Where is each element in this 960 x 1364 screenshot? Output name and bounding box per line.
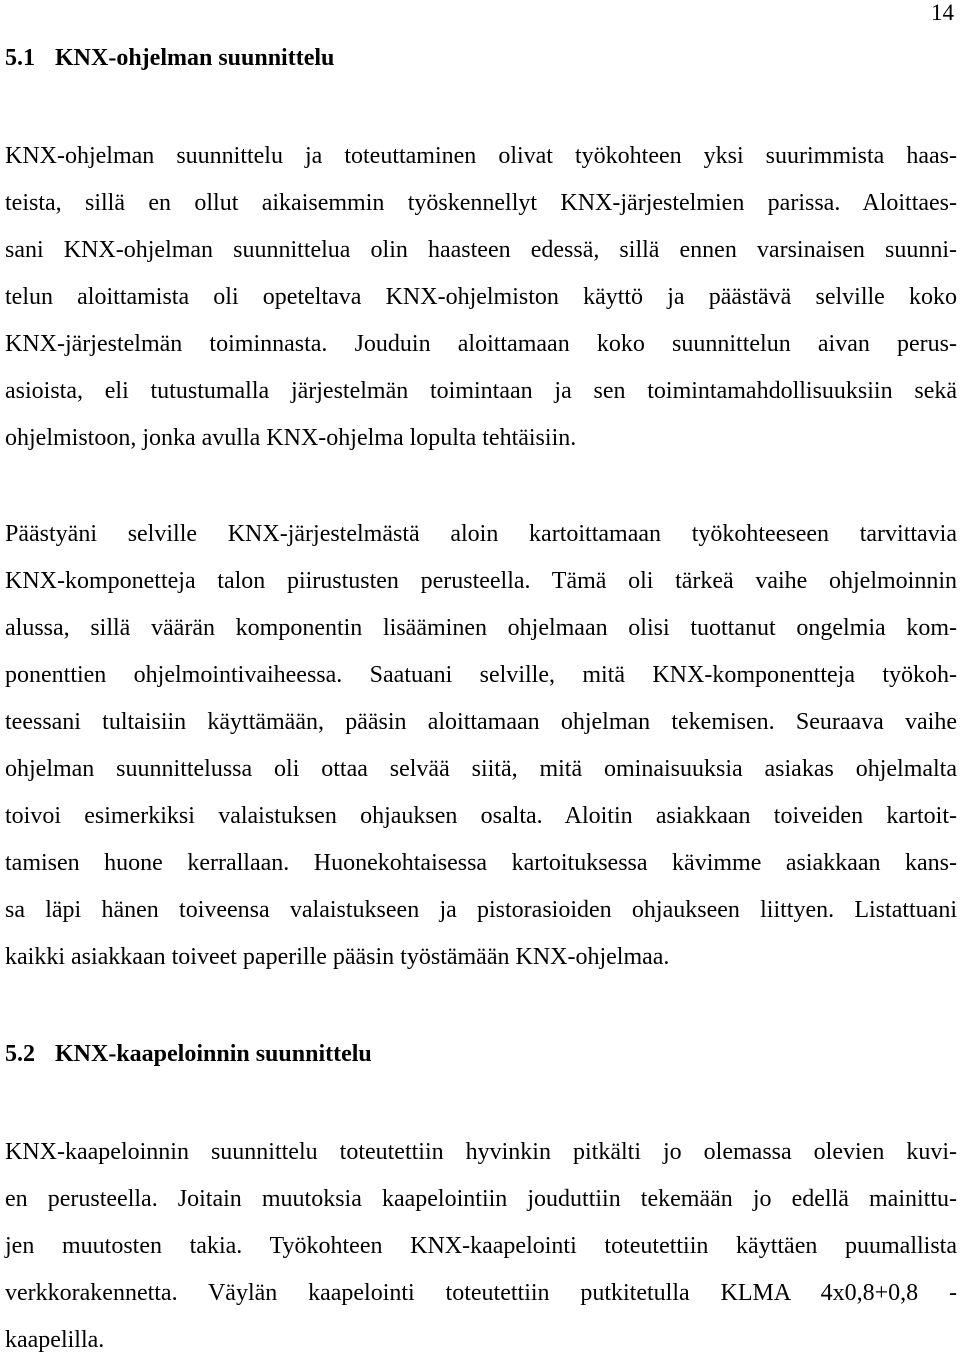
section-heading-5-2 bbox=[5, 1040, 372, 1068]
text-line: kaapelilla. bbox=[5, 1327, 105, 1353]
text-line: telun aloittamista oli opeteltava KNX-ohjelmiston käyttö ja päästävä selville koko bbox=[5, 284, 957, 310]
text-line: ponenttien ohjelmointivaiheessa. Saatuani selville, mitä KNX-komponentteja työkoh- bbox=[5, 662, 957, 688]
text-line: toivoi esimerkiksi valaistuksen ohjauksen osalta. Aloitin asiakkaan toiveiden kartoit- bbox=[5, 803, 957, 829]
text-line: teessani tultaisiin käyttämään, pääsin aloittamaan ohjelman tekemisen. Seuraava vaihe bbox=[5, 709, 957, 735]
text-line: KNX-kaapeloinnin suunnittelu toteutettiin hyvinkin pitkälti jo olemassa olevien kuvi- bbox=[5, 1139, 957, 1165]
section-title: KNX-kaapeloinnin suunnittelu bbox=[55, 1041, 372, 1067]
text-line: tamisen huone kerrallaan. Huonekohtaisessa kartoituksessa kävimme asiakkaan kans- bbox=[5, 850, 957, 876]
text-line: teista, sillä en ollut aikaisemmin työskennellyt KNX-järjestelmien parissa. Aloittaes- bbox=[5, 190, 957, 216]
text-line: verkkorakennetta. Väylän kaapelointi toteutettiin putkitetulla KLMA 4x0,8+0,8 - bbox=[5, 1280, 957, 1306]
text-line: KNX-ohjelman suunnittelu ja toteuttaminen olivat työkohteen yksi suurimmista haas- bbox=[5, 143, 957, 169]
section-title: KNX-ohjelman suunnittelu bbox=[55, 45, 335, 71]
text-line: KNX-järjestelmän toiminnasta. Jouduin aloittamaan koko suunnittelun aivan perus- bbox=[5, 331, 957, 357]
paragraph-3 bbox=[5, 1129, 957, 1364]
text-line: jen muutosten takia. Työkohteen KNX-kaapelointi toteutettiin käyttäen puumallista bbox=[5, 1233, 957, 1259]
text-line: sa läpi hänen toiveensa valaistukseen ja pistorasioiden ohjaukseen liittyen. Listattuani bbox=[5, 897, 957, 923]
text-line: en perusteella. Joitain muutoksia kaapelointiin jouduttiin tekemään jo edellä mainittu- bbox=[5, 1186, 957, 1212]
text-line: alussa, sillä väärän komponentin lisääminen ohjelmaan olisi tuottanut ongelmia kom- bbox=[5, 615, 957, 641]
text-line: Päästyäni selville KNX-järjestelmästä aloin kartoittamaan työkohteeseen tarvittavia bbox=[5, 521, 957, 547]
page-number: 14 bbox=[931, 0, 954, 25]
section-number: 5.1 bbox=[5, 45, 35, 71]
paragraph-2 bbox=[5, 511, 957, 981]
text-line: KNX-komponetteja talon piirustusten perusteella. Tämä oli tärkeä vaihe ohjelmoinnin bbox=[5, 568, 957, 594]
paragraph-1 bbox=[5, 133, 957, 462]
section-number: 5.2 bbox=[5, 1041, 35, 1067]
text-line: asioista, eli tutustumalla järjestelmän toimintaan ja sen toimintamahdollisuuksiin sekä bbox=[5, 378, 957, 404]
text-line: sani KNX-ohjelman suunnittelua olin haasteen edessä, sillä ennen varsinaisen suunni- bbox=[5, 237, 957, 263]
text-line: ohjelman suunnittelussa oli ottaa selvää siitä, mitä ominaisuuksia asiakas ohjelmalta bbox=[5, 756, 957, 782]
text-line: ohjelmistoon, jonka avulla KNX-ohjelma lopulta tehtäisiin. bbox=[5, 425, 577, 451]
section-heading-5-1 bbox=[5, 44, 334, 72]
text-line: kaikki asiakkaan toiveet paperille pääsin työstämään KNX-ohjelmaa. bbox=[5, 944, 670, 970]
